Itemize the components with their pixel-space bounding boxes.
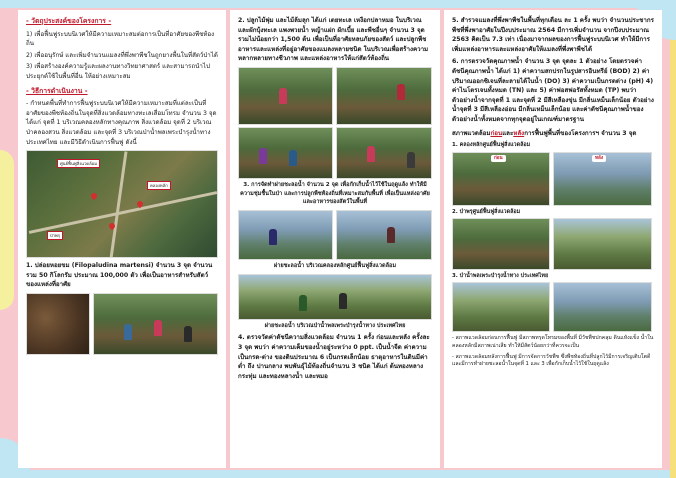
- objective-item: 3) เพื่อสร้างองค์ความรู้และผลงานทางวิทยาศาสตร์ และสามารถนำไปประยุกต์ใช้ในพื้นที่อื่น ให้อย่างเหมาะสม: [26, 63, 210, 80]
- person-figure: [339, 293, 347, 309]
- weir-photo: [336, 210, 432, 260]
- frame-top-decoration: [0, 0, 676, 8]
- objectives-heading: - วัตถุประสงค์ของโครงการ -: [26, 17, 112, 25]
- weir-caption-1: ฝายชะลอน้ำ บริเวณคลองหลักศูนย์ฟื้นฟูสิ่งแวดล้อม: [273, 263, 397, 270]
- before-tag: ก่อน: [491, 155, 506, 162]
- weir-photos-row1: [238, 210, 432, 260]
- after-photo: [553, 282, 652, 332]
- person-figure: [184, 326, 192, 342]
- person-figure: [259, 148, 267, 164]
- person-figure: [367, 146, 375, 162]
- point2-label: 2. ป่าพรุศูนย์ฟื้นฟูสิ่งแวดล้อม: [452, 208, 521, 215]
- person-figure: [154, 320, 162, 336]
- map-label: ป่าพรุ: [47, 231, 63, 240]
- title-suffix: การฟื้นฟูพื้นที่ของโครงการฯ จำนวน 3 จุด: [524, 129, 637, 137]
- point1-label: 1. คลองหลักศูนย์ฟื้นฟูสิ่งแวดล้อม: [452, 142, 531, 149]
- person-figure: [407, 152, 415, 168]
- objective-item: 1) เพื่อฟื้นฟูระบบนิเวศให้มีความเหมาะสมต่อการเป็นที่อาศัยของพืชท้องถิ่น: [26, 30, 215, 48]
- point3-label: 3. ป่าน้ำพลเพระบำรุงน้ำทาง ประเทศไทย: [452, 273, 549, 280]
- point3-photos: [452, 282, 654, 332]
- panel-right: [444, 10, 662, 468]
- footnote-before: - สภาพแวดล้อมก่อนการฟื้นฟู มีสภาพทรุดโทรมของพื้นที่ มีวัชพืชปกคลุม ดินแห้งแข็ง น้ำในคลองหลักมีสภาพเน่าเสีย ทำให้มีสัตว์น้อยกว่าที่ควรจะเป็น: [452, 335, 654, 349]
- weir-photo: [238, 210, 333, 260]
- step2-text: 2. ปลูกไม้พุ่ม และไม้ล้มลุก ได้แก่ เตยทะเล เหงือกปลาหมอ ในบริเวณ และผักบุ้งทะเล แพงพวยน้ำ หญ้าแฝก ผักเบี้ย และพืชอื่นๆ จำนวน 3 จุด รวมไม่น้อยกว่า 1,500 ต้น เพื่อเป็นที่อาศัยหลบภัยของสัตว์ และปลูกพืชอาหารและแหล่งที่อยู่อาศัยของแมลงหลายชนิด ในบริเวณเพื่อสร้างความหลากหลายทางชีวภาพ และแหล่งอาหารให้แก่สัตว์ท้องถิ่น: [238, 17, 429, 63]
- after-tag: หลัง: [592, 155, 606, 162]
- title-mid: และ: [502, 129, 514, 137]
- step3-caption: 3. การจัดทำฝายชะลอน้ำ จำนวน 2 จุด เพื่อกักเก็บน้ำไว้ใช้ในฤดูแล้ง ทำให้มีความชุ่มชื้นในป่า และการปลูกพืชท้องถิ่นที่เหมาะสมกับพื้นที่ เพื่อเป็นแหล่งอาศัยและอาหารของสัตว์ในพื้นที่: [240, 182, 430, 206]
- planting-photos-row2: [238, 127, 432, 179]
- step5-text: 5. สำรวจแมลงที่พึ่งพาพืชในพื้นที่ทุกเดือน ละ 1 ครั้ง พบว่า จำนวนประชากรพืชที่พึ่งพาอาศัยในปีงบประมาณ 2564 มีการเพิ่มจำนวน จากปีงบประมาณ 2563 คิดเป็น 7.3 เท่า เนื่องมาจากผลของการฟื้นฟูระบบนิเวศ ทำให้มีการเพิ่มแหล่งอาหารและแหล่งอาศัยให้แมลงที่พึ่งพาพืชได้: [452, 17, 654, 53]
- point1-photos: [452, 152, 654, 206]
- map-label: ศูนย์ฟื้นฟูสิ่งแวดล้อม: [57, 159, 100, 168]
- left-decor-blob: [0, 150, 14, 310]
- before-photo: [452, 282, 550, 332]
- frame-right-decoration: [670, 0, 676, 478]
- method-text: - กำหนดพื้นที่ทำการฟื้นฟูระบบนิเวศให้มีความเหมาะสมที่แต่ละเป็นที่อาศัยของพืชท้องถิ่นในจุดที่สิ่งแวดล้อมทางทะเลเสื่อมโทรม จำนวน 3 จุด ได้แก่ จุดที่ 1 บริเวณคลองหลักทางคุณภาพ สิ่งแวดล้อม จุดที่ 2 บริเวณป่าคลองสวน สิ่งแวดล้อม และจุดที่ 3 บริเวณป่าน้ำพลเพระบำรุงน้ำทาง ประเทศไทย และมีวิธีดำเนินการฟื้นฟู ดังนี้: [26, 100, 217, 146]
- person-figure: [289, 150, 297, 166]
- map-label: คลองหลัก: [147, 181, 171, 190]
- before-photo: [452, 152, 550, 206]
- person-figure: [269, 229, 277, 245]
- title-after: หลัง: [513, 129, 525, 137]
- after-photo: [553, 152, 652, 206]
- person-figure: [397, 84, 405, 100]
- person-figure: [279, 88, 287, 104]
- title-prefix: สภาพแวดล้อม: [452, 129, 491, 137]
- weir-photo-wide: [238, 274, 432, 320]
- panel-middle: [230, 10, 440, 468]
- point2-photos: [452, 218, 654, 270]
- person-figure: [299, 295, 307, 311]
- step1-text: 1. ปล่อยหอยขม (Filopaludina martensi) จำนวน 3 จุด จำนวนรวม 50 กิโลกรัม ประมาณ 100,000 ตัว เพื่อเป็นอาหารสำหรับสัตว์ของแหล่งที่อาศัย: [26, 262, 213, 289]
- release-photo: [93, 293, 218, 355]
- planting-photo: [238, 127, 333, 179]
- map-road: [29, 191, 217, 234]
- panel-left: [18, 10, 226, 468]
- person-figure: [387, 227, 395, 243]
- map-road: [109, 151, 127, 258]
- weir-caption-2: ฝายชะลอน้ำ บริเวณป่าน้ำพลเพระบำรุงน้ำทาง ประเทศไทย: [264, 322, 406, 329]
- title-before: ก่อน: [490, 129, 503, 137]
- step4-text: 4. ตรวจวัดค่าดัชนีความสิ่งแวดล้อม จำนวน 1 ครั้ง ก่อนและหลัง ครั้งละ 3 จุด พบว่า ค่าความเค็มของน้ำอยู่ระหว่าง 0 ppt. เป็นน้ำจืด ค่าความเป็นกรด-ด่าง ของดินประมาณ 6 เป็นกรดเล็กน้อย ธาตุอาหารในดินมีค่าต่ำ ถึง ปานกลาง พบพันธุ์ไม้ท้องถิ่นจำนวน 3 ชนิด ได้แก่ ต้นทองหลาง กระทุ่ม และทองหลางน้ำ และหมอ: [238, 334, 430, 380]
- footnote-after: - สภาพแวดล้อมหลังการฟื้นฟู มีการจัดการวัชพืช ซึ่งพืชท้องถิ่นที่ปลูกไว้มีการเจริญเติบโตดี และมีการทำฝายชะลอน้ำในจุดที่ 1 และ 3 เพื่อกักเก็บน้ำไว้ใช้ในฤดูแล้ง: [452, 353, 651, 368]
- after-photo: [553, 218, 652, 270]
- planting-photo: [336, 67, 432, 125]
- step6-text: 6. การตรวจวัดคุณภาพน้ำ จำนวน 3 จุด จุดละ 1 ตัวอย่าง โดยตรวจค่าดัชนีคุณภาพน้ำ ได้แก่ 1) ค่าความสกปรกในรูปสารอินทรีย์ (BOD) 2) ค่าปริมาณออกซิเจนที่ละลายได้ในน้ำ (DO) 3) ค่าความเป็นกรดด่าง (pH) 4) ค่าไนโตรเจนทั้งหมด (TN) และ 5) ค่าฟอสฟอรัสทั้งหมด (TP) พบว่า ตัวอย่างน้ำจากจุดที่ 1 และจุดที่ 2 มีสีเหลืองขุ่น มีกลิ่นเหม็นเล็กน้อย ตัวอย่างน้ำจุดที่ 3 มีสีเหลืองอ่อน มีกลิ่นเหม็นเล็กน้อย และค่าดัชนีคุณภาพน้ำของตัวอย่างน้ำทั้งหมดจากทุกจุดอยู่ในเกณฑ์มาตรฐาน: [452, 58, 654, 124]
- map-pin-icon: [90, 192, 98, 200]
- person-figure: [124, 324, 132, 340]
- planting-photo: [238, 67, 333, 125]
- method-heading: - วิธีการดำเนินงาน -: [26, 86, 88, 95]
- frame-bottom-decoration: [0, 470, 676, 478]
- objective-item: 2) เพื่ออนุรักษ์ และเพิ่มจำนวนแมลงที่พึ่งพาพืชในถูกยางพื้นในที่สัตว์ป่าได้: [26, 51, 218, 59]
- planting-photos-row1: [238, 67, 432, 125]
- before-photo: [452, 218, 550, 270]
- planting-photo: [336, 127, 432, 179]
- step1-photos: [26, 293, 218, 355]
- before-after-title: [452, 129, 654, 139]
- site-map: [26, 150, 218, 258]
- snail-photo: [26, 293, 90, 355]
